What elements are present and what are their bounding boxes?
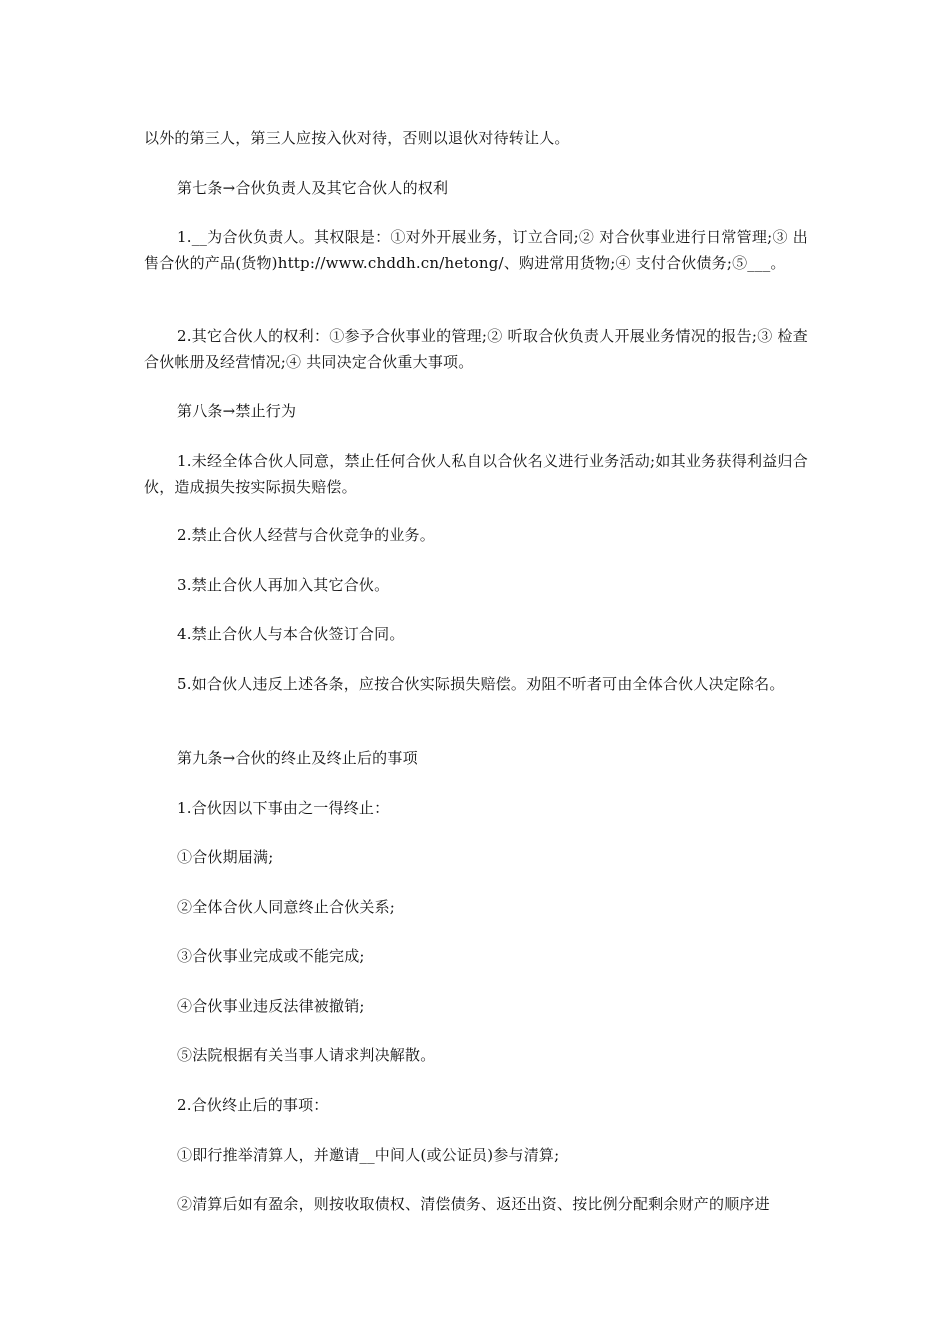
article-9-heading: 第九条→合伙的终止及终止后的事项 [177, 749, 418, 767]
article-8-item-1: 1.未经全体合伙人同意，禁止任何合伙人私自以合伙名义进行业务活动;如其业务获得利益归合伙，造成损失按实际损失赔偿。 [144, 452, 808, 496]
article-9-item-1-sub-1: ①合伙期届满; [177, 848, 274, 866]
article-9-item-1-sub-4: ④合伙事业违反法律被撤销; [177, 997, 365, 1015]
article-8-item-4: 4.禁止合伙人与本合伙签订合同。 [177, 625, 405, 643]
article-7-heading: 第七条→合伙负责人及其它合伙人的权利 [177, 179, 449, 197]
article-9-item-1-sub-3: ③合伙事业完成或不能完成; [177, 947, 365, 965]
article-8-item-3: 3.禁止合伙人再加入其它合伙。 [177, 576, 390, 594]
article-9-item-1-sub-2: ②全体合伙人同意终止合伙关系; [177, 898, 396, 916]
paragraph-continuation: 以外的第三人，第三人应按入伙对待，否则以退伙对待转让人。 [144, 129, 570, 147]
article-9-item-2-sub-2: ②清算后如有盈余，则按收取债权、清偿债务、返还出资、按比例分配剩余财产的顺序进 [177, 1195, 770, 1213]
article-9-item-2-sub-1: ①即行推举清算人，并邀请__中间人(或公证员)参与清算; [177, 1146, 560, 1164]
article-8-item-5: 5.如合伙人违反上述各条，应按合伙实际损失赔偿。劝阻不听者可由全体合伙人决定除名。 [177, 675, 785, 693]
article-8-item-2: 2.禁止合伙人经营与合伙竞争的业务。 [177, 526, 435, 544]
article-7-item-2: 2.其它合伙人的权利：①参予合伙事业的管理;② 听取合伙负责人开展业务情况的报告;③ 检查合伙帐册及经营情况;④ 共同决定合伙重大事项。 [144, 327, 808, 371]
article-9-item-1-sub-5: ⑤法院根据有关当事人请求判决解散。 [177, 1046, 436, 1064]
article-7-item-1: 1.__为合伙负责人。其权限是：①对外开展业务，订立合同;② 对合伙事业进行日常管理;③ 出售合伙的产品(货物)http://www.chddh.cn/hetong/、购进常用货物;④ 支付合伙债务;⑤___。 [144, 228, 808, 272]
article-9-item-1: 1.合伙因以下事由之一得终止： [177, 799, 390, 817]
article-8-heading: 第八条→禁止行为 [177, 402, 297, 420]
article-9-item-2: 2.合伙终止后的事项： [177, 1096, 329, 1114]
